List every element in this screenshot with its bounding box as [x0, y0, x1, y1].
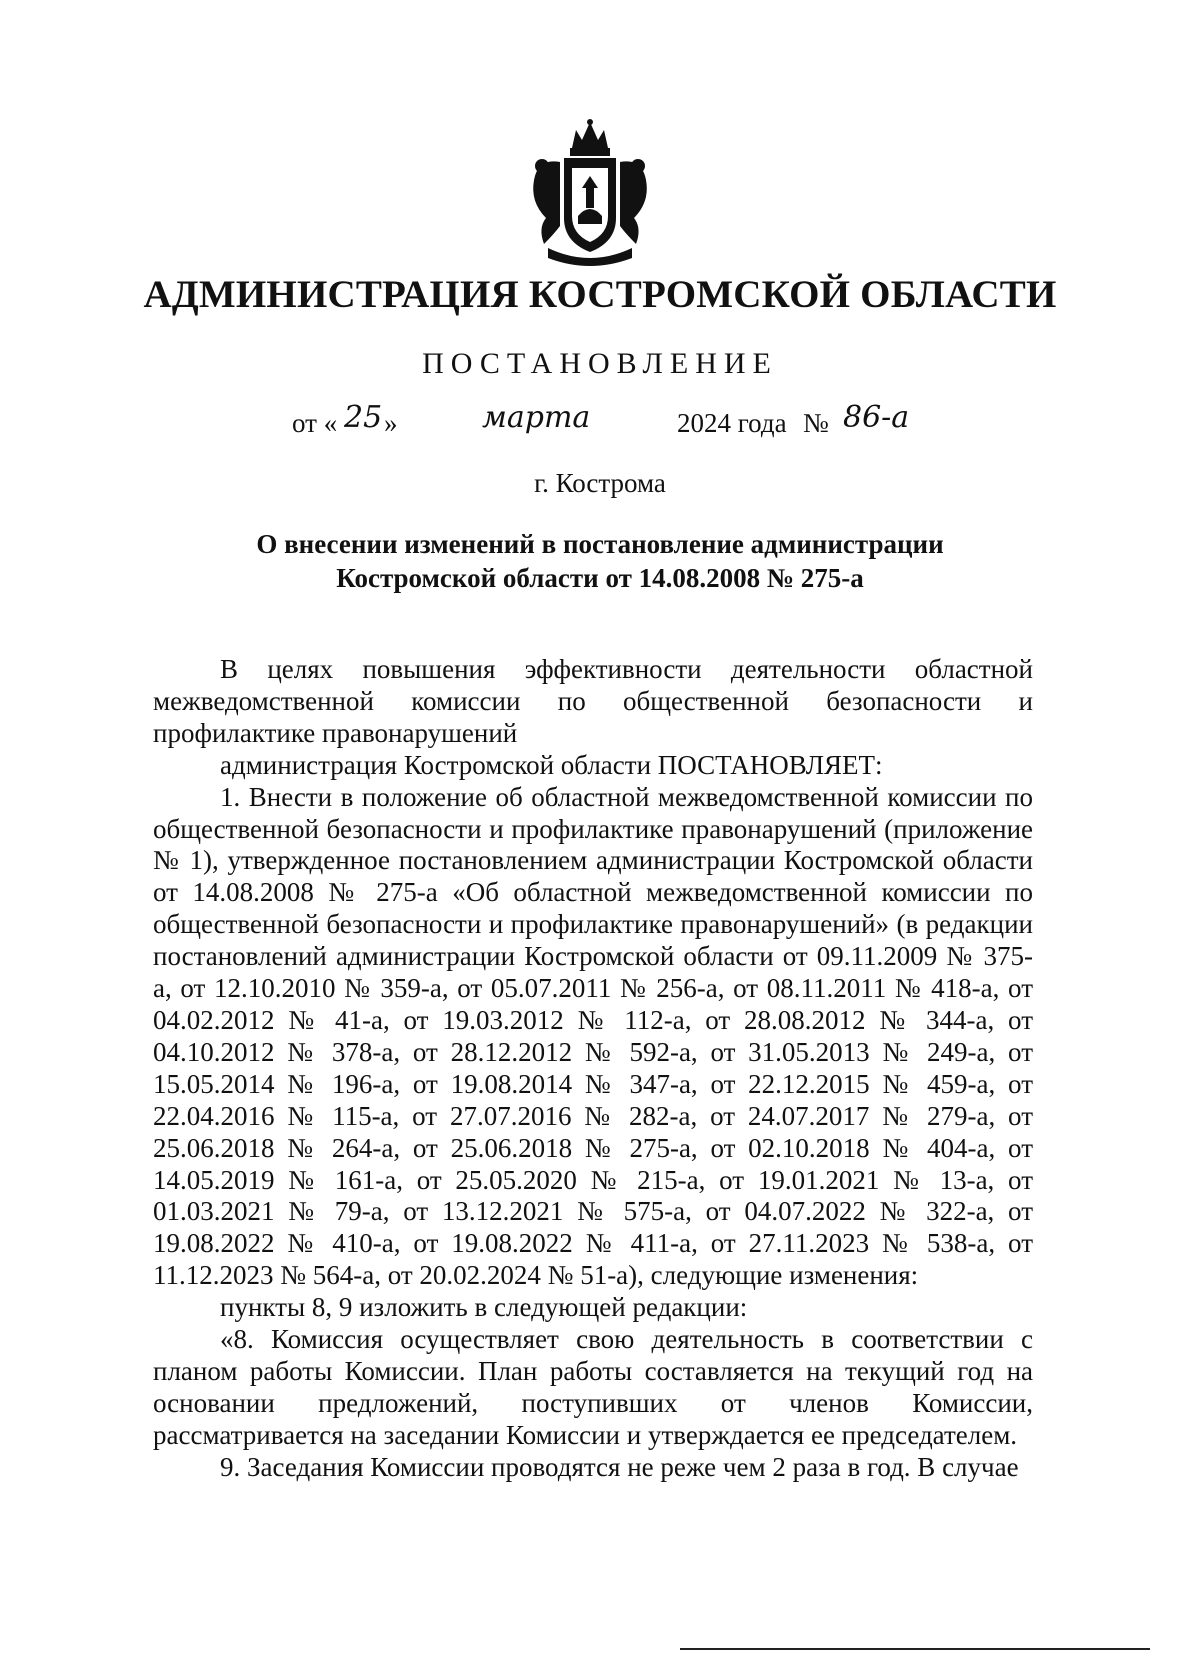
date-prefix-text: от «	[292, 408, 338, 438]
body-paragraph-purpose: В целях повышения эффективности деятельности областной межведомственной комиссии по общественной безопасности и профилактике правонарушений	[153, 654, 1033, 748]
footer-divider	[680, 1648, 1150, 1650]
document-type: ПОСТАНОВЛЕНИЕ	[422, 347, 778, 380]
date-day-handwritten: 25	[344, 400, 383, 435]
document-number-handwritten: 86-а	[843, 400, 910, 435]
date-close-quote: »	[384, 408, 398, 438]
subject-line-2: Костромской области от 14.08.2008 № 275-а	[336, 563, 864, 593]
subject-line-1: О внесении изменений в постановление администрации	[256, 529, 944, 559]
body-paragraph-resolves: администрация Костромской области ПОСТАНОВЛЯЕТ:	[220, 749, 883, 780]
body-paragraph-item-1: 1. Внести в положение об областной межведомственной комиссии по общественной безопасности и профилактике правонарушений (приложение № 1), утвержденное постановлением администрации Костромской области от 14.08.2008 № 275-а «Об областной межведомственной комиссии по общественной безопасности и профилактике правонарушений» (в редакции постановлений администрации Костромской области от 09.11.2009 № 375-а, от 12.10.2010 № 359-а, от 05.07.2011 № 256-а, от 08.11.2011 № 418-а, от 04.02.2012 № 41-а, от 19.03.2012 № 112-а, от 28.08.2012 № 344-а, от 04.10.2012 № 378-а, от 28.12.2012 № 592-а, от 31.05.2013 № 249-а, от 15.05.2014 № 196-а, от 19.08.2014 № 347-а, от 22.12.2015 № 459-а, от 22.04.2016 № 115-а, от 27.07.2016 № 282-а, от 24.07.2017 № 279-а, от 25.06.2018 № 264-а, от 25.06.2018 № 275-а, от 02.10.2018 № 404-а, от 14.05.2019 № 161-а, от 25.05.2020 № 215-а, от 19.01.2021 № 13-а, от 01.03.2021 № 79-а, от 13.12.2021 № 575-а, от 04.07.2022 № 322-а, от 19.08.2022 № 410-а, от 19.08.2022 № 411-а, от 27.11.2023 № 538-а, от 11.12.2023 № 564-а, от 20.02.2024 № 51-а), следующие изменения:	[153, 781, 1033, 1291]
date-month-handwritten: марта	[482, 400, 591, 435]
document-body	[153, 654, 1033, 1484]
city-name: г. Кострома	[534, 468, 666, 498]
organization-title: АДМИНИСТРАЦИЯ КОСТРОМСКОЙ ОБЛАСТИ	[143, 273, 1057, 316]
body-paragraph-item-9: 9. Заседания Комиссии проводятся не реже чем 2 раза в год. В случае	[220, 1451, 1019, 1482]
coat-of-arms-emblem	[520, 118, 660, 270]
document-subject	[180, 527, 1020, 595]
body-paragraph-item-8: «8. Комиссия осуществляет свою деятельность в соответствии с планом работы Комиссии. План работы составляется на текущий год на основании предложений, поступивших от членов Комиссии, рассматривается на заседании Комиссии и утверждается ее председателем.	[153, 1324, 1033, 1450]
number-label: №	[803, 408, 829, 438]
body-paragraph-amend: пункты 8, 9 изложить в следующей редакции:	[220, 1292, 748, 1323]
date-year: 2024 года	[677, 408, 787, 438]
date-prefix	[292, 408, 337, 439]
